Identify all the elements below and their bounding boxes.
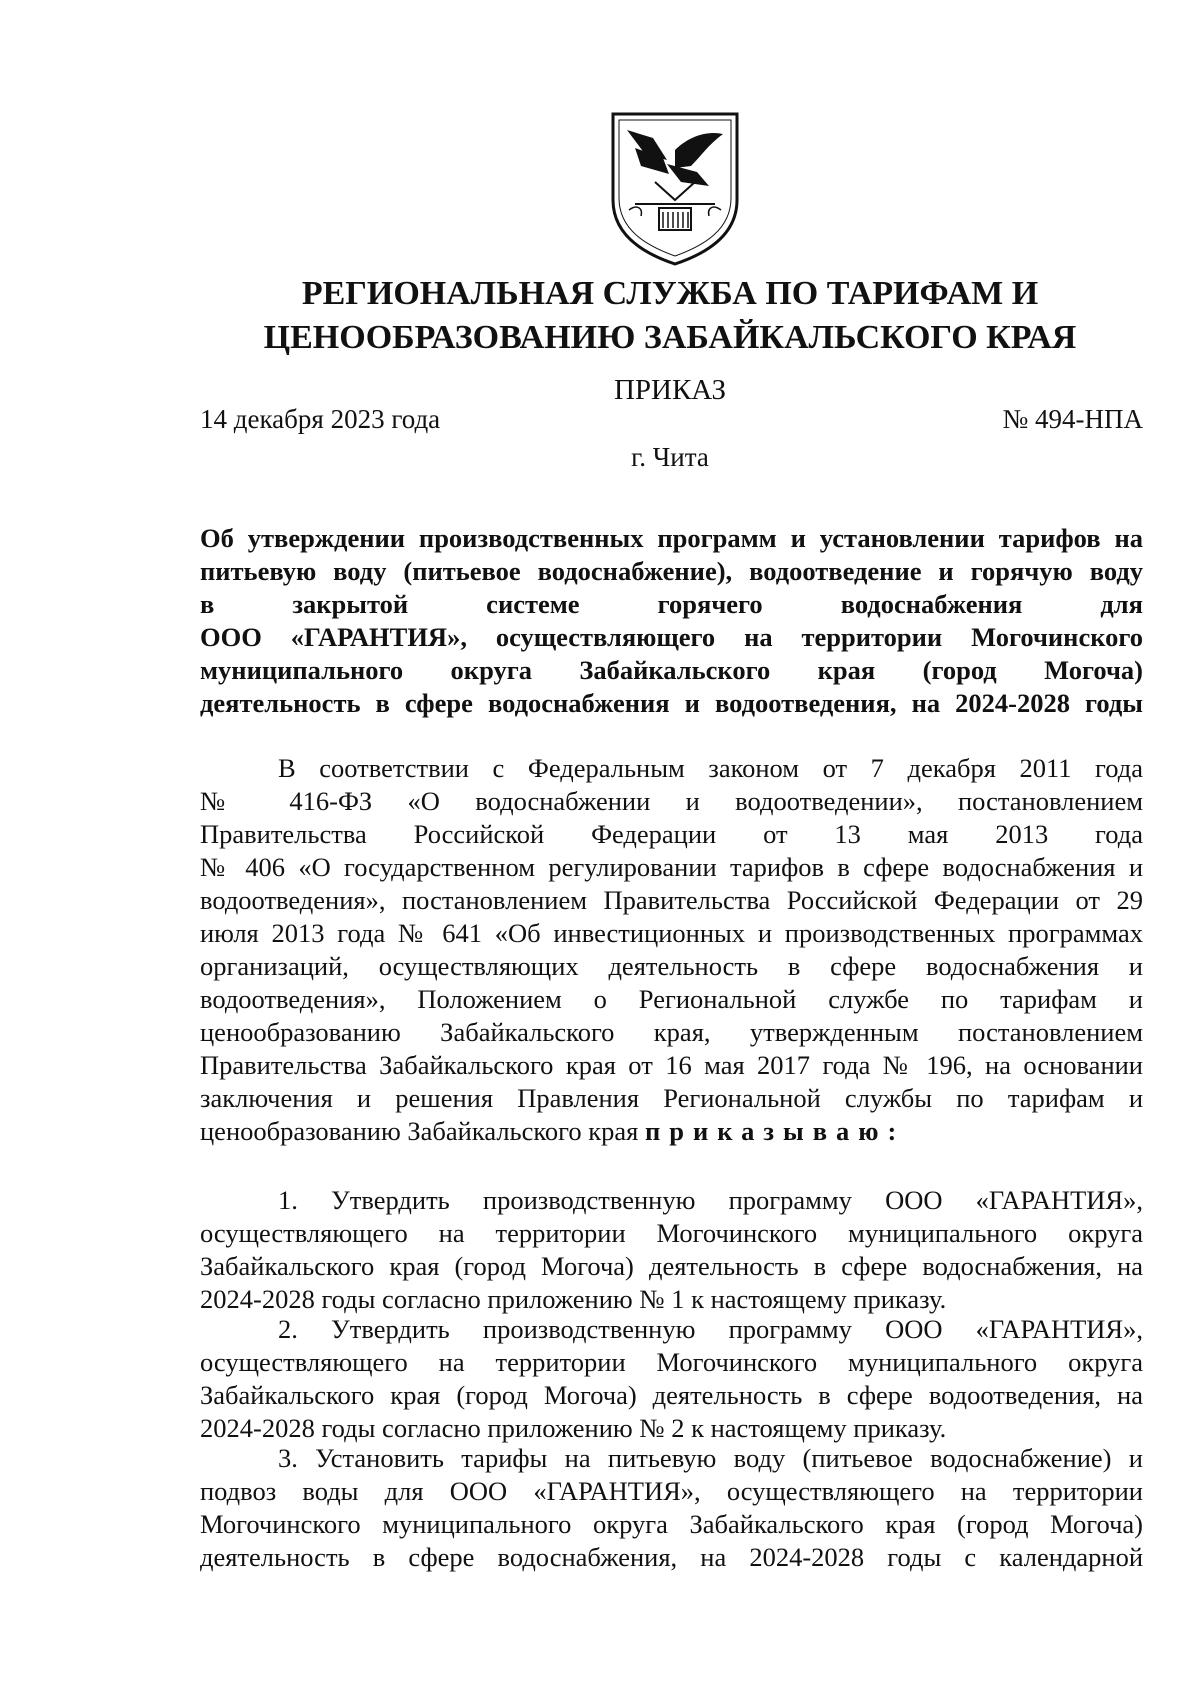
paragraph-line: Правительства Российской Федерации от 13 мая 2013 года: [200, 819, 1143, 849]
paragraph-line: 2024-2028 годы согласно приложению № 1 к настоящему приказу.: [200, 1284, 947, 1314]
order-word: приказываю:: [644, 1116, 906, 1146]
subject-line: питьевую воду (питьевое водоснабжение), водоотведение и горячую воду: [200, 556, 1143, 586]
paragraph-line: ценообразованию Забайкальского края, утвержденным постановлением: [200, 1017, 1143, 1047]
paragraph-line: 3. Установить тарифы на питьевую воду (питьевое водоснабжение) и: [278, 1443, 1143, 1473]
paragraph-line: осуществляющего на территории Могочинского муниципального округа: [200, 1218, 1143, 1248]
paragraph-line: водоотведения», Положением о Региональной службе по тарифам и: [200, 984, 1143, 1014]
order-item-1: [200, 1184, 1143, 1316]
subject-line: муниципального округа Забайкальского края (город Могоча): [200, 655, 1143, 685]
paragraph-line: Забайкальского края (город Могоча) деятельность в сфере водоснабжения, на: [200, 1251, 1143, 1281]
document-subject: [200, 522, 1143, 720]
document-type: ПРИКАЗ: [613, 374, 727, 406]
preamble-last-text: ценообразованию Забайкальского края: [200, 1116, 639, 1146]
paragraph-line: водоотведения», постановлением Правительства Российской Федерации от 29: [200, 885, 1143, 915]
org-line-2: ЦЕНООБРАЗОВАНИЮ ЗАБАЙКАЛЬСКОГО КРАЯ: [263, 319, 1077, 356]
document-number: № 494-НПА: [1002, 404, 1143, 434]
paragraph-line: Могочинского муниципального округа Забайкальского края (город Могоча): [200, 1509, 1143, 1539]
subject-line: Об утверждении производственных программ и установлении тарифов на: [200, 523, 1143, 553]
document-date: 14 декабря 2023 года: [200, 404, 441, 434]
subject-line: деятельность в сфере водоснабжения и водоотведения, на 2024-2028 годы: [200, 688, 1143, 718]
paragraph-line: организаций, осуществляющих деятельность в сфере водоснабжения и: [200, 951, 1143, 981]
paragraph-line: июля 2013 года № 641 «Об инвестиционных и производственных программах: [200, 918, 1143, 948]
paragraph-line: [200, 1115, 1143, 1148]
order-item-3: [200, 1442, 1143, 1574]
organization-name: [200, 272, 1140, 360]
subject-line: в закрытой системе горячего водоснабжения для: [200, 589, 1143, 619]
subject-line: ООО «ГАРАНТИЯ», осуществляющего на территории Могочинского: [200, 622, 1143, 652]
paragraph-line: 1. Утвердить производственную программу ООО «ГАРАНТИЯ»,: [278, 1185, 1143, 1215]
paragraph-line: № 416-ФЗ «О водоснабжении и водоотведении», постановлением: [200, 786, 1143, 816]
paragraph-line: 2024-2028 годы согласно приложению № 2 к настоящему приказу.: [200, 1413, 947, 1443]
paragraph-line: № 406 «О государственном регулировании тарифов в сфере водоснабжения и: [200, 852, 1143, 882]
paragraph-line: подвоз воды для ООО «ГАРАНТИЯ», осуществляющего на территории: [200, 1476, 1143, 1506]
coat-of-arms-emblem: [605, 108, 745, 266]
paragraph-line: деятельность в сфере водоснабжения, на 2024-2028 годы с календарной: [200, 1542, 1143, 1572]
preamble-paragraph: [200, 752, 1143, 1148]
paragraph-line: заключения и решения Правления Региональной службы по тарифам и: [200, 1083, 1143, 1113]
paragraph-line: В соответствии с Федеральным законом от 7 декабря 2011 года: [278, 753, 1143, 783]
paragraph-line: 2. Утвердить производственную программу ООО «ГАРАНТИЯ»,: [278, 1314, 1143, 1344]
paragraph-line: Забайкальского края (город Могоча) деятельность в сфере водоотведения, на: [200, 1380, 1143, 1410]
org-line-1: РЕГИОНАЛЬНАЯ СЛУЖБА ПО ТАРИФАМ И: [301, 275, 1039, 312]
document-city: г. Чита: [631, 442, 709, 472]
paragraph-line: осуществляющего на территории Могочинского муниципального округа: [200, 1347, 1143, 1377]
paragraph-line: Правительства Забайкальского края от 16 мая 2017 года № 196, на основании: [200, 1050, 1143, 1080]
order-item-2: [200, 1313, 1143, 1445]
